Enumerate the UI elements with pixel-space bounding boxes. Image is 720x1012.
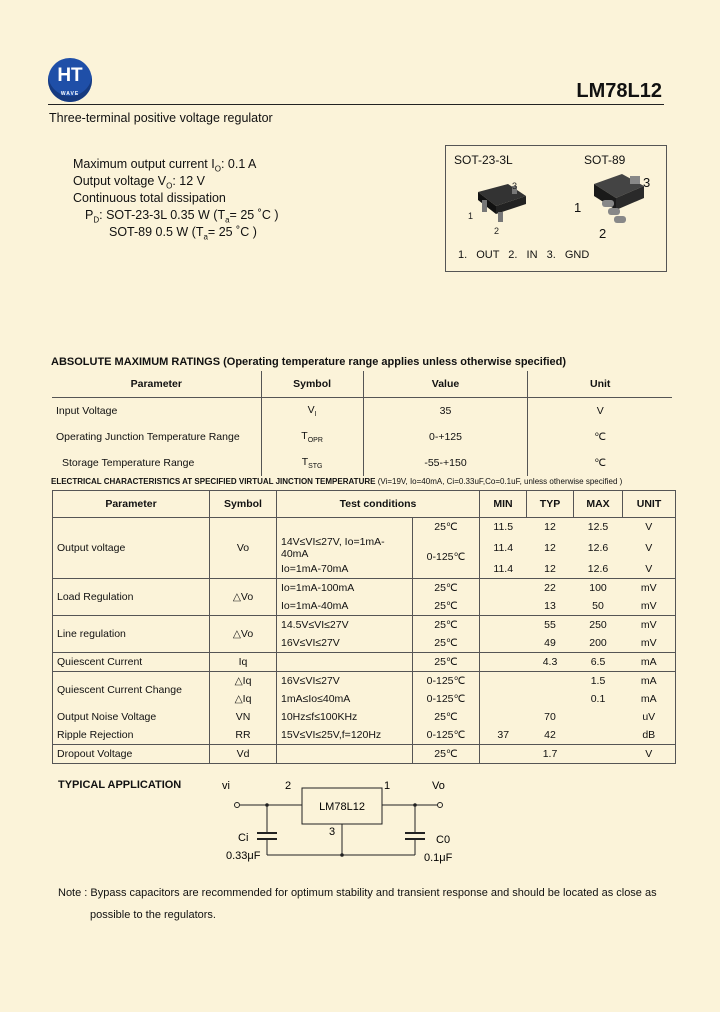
sot23-label: SOT-23-3L — [454, 153, 513, 167]
elec-header-typ: TYP — [527, 491, 574, 518]
sot23-pin3: 3 — [512, 181, 518, 191]
elec-cell-param: Line regulation — [53, 616, 210, 653]
sot23-package-image — [468, 176, 538, 236]
elec-cell-typ: 70 — [544, 711, 556, 723]
circuit-output-terminal — [438, 803, 443, 808]
elec-row — [53, 616, 676, 635]
elec-cell-unit: uV — [642, 711, 656, 723]
elec-cell-temp: 0-125℃ — [413, 536, 480, 579]
abs-header-parameter: Parameter — [52, 371, 261, 398]
abs-row — [52, 398, 672, 425]
package-diagram-box — [445, 145, 667, 272]
elec-cell-temp: 25℃ — [413, 616, 480, 635]
elec-cell-min — [480, 653, 527, 672]
circuit-pin-in: 2 — [285, 780, 292, 792]
circuit-node — [340, 853, 344, 857]
elec-title: ELECTRICAL CHARACTERISTICS AT SPECIFIED VIRTUAL JINCTION TEMPERATURE (Vi=19V, Io=40mA, Ci=0.33uF,Co=0.1uF, unless otherwise specified ) — [51, 477, 623, 486]
feature-output-voltage: Output voltage $V_O$: 12 V — [73, 174, 206, 191]
elec-cell-unit: mA — [623, 653, 676, 672]
elec-cell-symbol: Vd — [210, 745, 277, 764]
circuit-chip-label: LM78L12 — [319, 801, 365, 813]
typical-application-title: TYPICAL APPLICATION — [58, 779, 182, 791]
elec-cell-typ: 12 — [544, 563, 556, 575]
sot89-label: SOT-89 — [584, 153, 626, 167]
elec-cell-min — [480, 616, 527, 635]
elec-cell-max: 0.1 — [590, 693, 606, 705]
elec-cell-min — [480, 579, 527, 598]
elec-cell-max — [574, 745, 623, 764]
abs-cell-param: Storage Temperature Range — [62, 457, 195, 469]
elec-cell-unit: mV — [640, 600, 657, 612]
elec-cell-param: Dropout Voltage — [53, 745, 210, 764]
elec-cell-temp: 0-125℃ — [413, 726, 480, 745]
sot89-pin1: 1 — [574, 200, 582, 215]
abs-cell-param: Operating Junction Temperature Range — [56, 431, 240, 443]
note-line-1: Note : Bypass capacitors are recommended for optimum stability and transient response and should be located as close as — [58, 887, 657, 899]
elec-header-symbol: Symbol — [210, 491, 277, 518]
elec-cell-max: 50 — [592, 600, 604, 612]
sot89-pin2: 2 — [599, 226, 607, 241]
elec-cell-max: 12.6 — [587, 563, 609, 575]
elec-row — [53, 579, 676, 598]
ci-value: 0.33μF — [226, 850, 261, 862]
abs-row — [52, 450, 672, 476]
abs-cell-value: 35 — [363, 398, 528, 425]
elec-cell-typ: 22 — [527, 579, 574, 598]
pin-legend: 1. OUT 2. IN 3. GND — [458, 249, 590, 261]
abs-cell-value: -55-+150 — [363, 450, 528, 476]
circuit-vo-label: Vo — [432, 780, 445, 792]
abs-cell-unit: ℃ — [528, 424, 672, 450]
elec-row — [53, 518, 676, 537]
sot23-pin2: 2 — [494, 226, 500, 236]
co-name: C0 — [436, 834, 451, 846]
elec-cell-min — [480, 745, 527, 764]
co-value: 0.1μF — [424, 852, 453, 864]
elec-row — [53, 672, 676, 691]
elec-cell-temp: 25℃ — [413, 597, 480, 616]
elec-cell-param: Quiescent Current — [53, 653, 210, 672]
elec-cell-cond: 10Hz≤f≤100KHz — [277, 708, 413, 726]
elec-cell-min — [480, 597, 527, 616]
elec-cell-unit: dB — [642, 729, 656, 741]
elec-cell-param: Ripple Rejection — [53, 726, 210, 745]
abs-cell-symbol: $T_{STG}$ — [261, 450, 363, 476]
elec-cell-temp: 25℃ — [413, 653, 480, 672]
elec-cell-param: Load Regulation — [53, 579, 210, 616]
sot23-pin1: 1 — [468, 211, 474, 221]
elec-cell-typ: 12 — [544, 542, 556, 554]
company-logo: HT WAVE — [48, 58, 92, 102]
abs-max-table — [52, 371, 672, 476]
elec-cell-symbol: VN — [210, 708, 277, 726]
abs-cell-value: 0-+125 — [363, 424, 528, 450]
elec-cell-typ: 42 — [544, 729, 556, 741]
circuit-pin-out: 1 — [384, 780, 391, 792]
elec-cell-min: 11.4 — [493, 542, 514, 554]
abs-cell-symbol: $V_I$ — [261, 398, 363, 425]
abs-cell-symbol: $T_{OPR}$ — [261, 424, 363, 450]
elec-cell-symbol: Vo — [210, 518, 277, 579]
circuit-vi-label: vi — [222, 780, 230, 792]
elec-table — [52, 490, 676, 764]
elec-cell-unit: V — [645, 542, 653, 554]
abs-cell-param: Input Voltage — [56, 405, 118, 417]
abs-row — [52, 424, 672, 450]
elec-cell-typ: 12 — [527, 518, 574, 537]
elec-cell-cond: Io=1mA-40mA — [277, 597, 413, 616]
elec-cell-symbol: △Iq — [210, 672, 277, 691]
elec-cell-max — [574, 726, 623, 745]
header-rule — [48, 104, 664, 105]
elec-cell-typ: 4.3 — [527, 653, 574, 672]
elec-row — [53, 745, 676, 764]
elec-cell-min: 37 — [497, 729, 510, 741]
elec-cell-temp: 0-125℃ — [413, 672, 480, 691]
elec-row — [53, 708, 676, 726]
elec-cell-cond: Io=1mA-70mA — [277, 560, 413, 579]
circuit-input-terminal — [235, 803, 240, 808]
elec-cell-cond: 1mA≤Io≤40mA — [277, 690, 413, 708]
elec-cell-max: 100 — [574, 579, 623, 598]
elec-cell-temp: 0-125℃ — [413, 690, 480, 708]
elec-cell-typ: 1.7 — [527, 745, 574, 764]
elec-cell-max: 250 — [574, 616, 623, 635]
elec-cell-typ: 49 — [544, 637, 556, 649]
elec-cell-min — [480, 672, 527, 691]
elec-cell-symbol: Iq — [210, 653, 277, 672]
elec-cell-cond — [277, 745, 413, 764]
abs-max-title: ABSOLUTE MAXIMUM RATINGS (Operating temperature range applies unless otherwise specified) — [51, 356, 567, 368]
elec-cell-typ: 55 — [527, 616, 574, 635]
circuit-pin-gnd: 3 — [329, 826, 336, 838]
elec-cell-cond: 14.5V≤VI≤27V — [277, 616, 413, 635]
abs-header-value: Value — [363, 371, 528, 398]
sot89-pin3: 3 — [643, 175, 651, 190]
elec-cell-cond: 16V≤VI≤27V — [277, 672, 413, 691]
feature-dissipation-sot89: SOT-89 0.5 W ($T_a= 25$ ˚C ) — [109, 225, 257, 242]
feature-dissipation-sot23: $P_D$: SOT-23-3L 0.35 W ($T_a= 25$ ˚C ) — [85, 208, 279, 225]
elec-cell-temp: 25℃ — [413, 518, 480, 537]
elec-cell-max: 6.5 — [574, 653, 623, 672]
abs-cell-unit: ℃ — [528, 450, 672, 476]
elec-cell-unit: V — [645, 563, 653, 575]
elec-cell-symbol: RR — [210, 726, 277, 745]
elec-header-parameter: Parameter — [53, 491, 210, 518]
note-line-2: possible to the regulators. — [90, 909, 216, 921]
elec-cell-temp: 25℃ — [413, 745, 480, 764]
elec-cell-max: 1.5 — [574, 672, 623, 691]
elec-cell-max — [574, 708, 623, 726]
elec-cell-max: 12.5 — [574, 518, 623, 537]
elec-cell-temp: 25℃ — [413, 579, 480, 598]
elec-row — [53, 653, 676, 672]
elec-cell-param: Quiescent Current Change — [53, 672, 210, 709]
elec-cell-unit: mV — [640, 637, 657, 649]
elec-cell-unit: mA — [623, 672, 676, 691]
abs-header-symbol: Symbol — [261, 371, 363, 398]
elec-row — [53, 726, 676, 745]
elec-cell-unit: V — [623, 745, 676, 764]
part-number-title: LM78L12 — [576, 80, 662, 102]
abs-header-unit: Unit — [528, 371, 672, 398]
elec-cell-param: Output Noise Voltage — [53, 708, 210, 726]
elec-cell-unit: mV — [623, 616, 676, 635]
elec-cell-min: 11.5 — [480, 518, 527, 537]
elec-cell-cond — [277, 518, 413, 537]
elec-cell-unit: V — [623, 518, 676, 537]
feature-output-current: Maximum output current $I_O$: 0.1 A — [73, 157, 257, 174]
elec-cell-unit: mV — [623, 579, 676, 598]
elec-cell-temp: 25℃ — [413, 634, 480, 653]
elec-cell-min: 11.4 — [493, 563, 514, 575]
elec-header-max: MAX — [574, 491, 623, 518]
elec-cell-cond: 15V≤VI≤25V,f=120Hz — [277, 726, 413, 745]
elec-cell-max: 12.6 — [587, 542, 609, 554]
elec-cell-min — [480, 634, 527, 653]
ci-name: Ci — [238, 832, 249, 844]
abs-cell-unit: V — [528, 398, 672, 425]
feature-dissipation: Continuous total dissipation — [73, 191, 226, 205]
elec-cell-typ — [527, 690, 574, 708]
elec-cell-max: 200 — [589, 637, 607, 649]
elec-cell-typ — [527, 672, 574, 691]
elec-cell-param: Output voltage — [53, 518, 210, 579]
elec-header-min: MIN — [480, 491, 527, 518]
elec-cell-cond — [277, 653, 413, 672]
elec-cell-min — [480, 690, 527, 708]
application-circuit — [210, 775, 470, 870]
elec-header-conditions: Test conditions — [277, 491, 480, 518]
elec-cell-min — [480, 708, 527, 726]
elec-cell-typ: 13 — [544, 600, 556, 612]
elec-header-unit: UNIT — [623, 491, 676, 518]
elec-cell-symbol: △Iq — [210, 690, 277, 708]
elec-cell-temp: 25℃ — [413, 708, 480, 726]
elec-cell-cond: 14V≤VI≤27V, Io=1mA-40mA — [277, 536, 413, 560]
elec-cell-unit: mA — [640, 693, 657, 705]
elec-cell-symbol: △Vo — [210, 579, 277, 616]
elec-cell-cond: 16V≤VI≤27V — [277, 634, 413, 653]
elec-cell-cond: Io=1mA-100mA — [277, 579, 413, 598]
elec-cell-symbol: △Vo — [210, 616, 277, 653]
device-subtitle: Three-terminal positive voltage regulator — [49, 111, 273, 125]
